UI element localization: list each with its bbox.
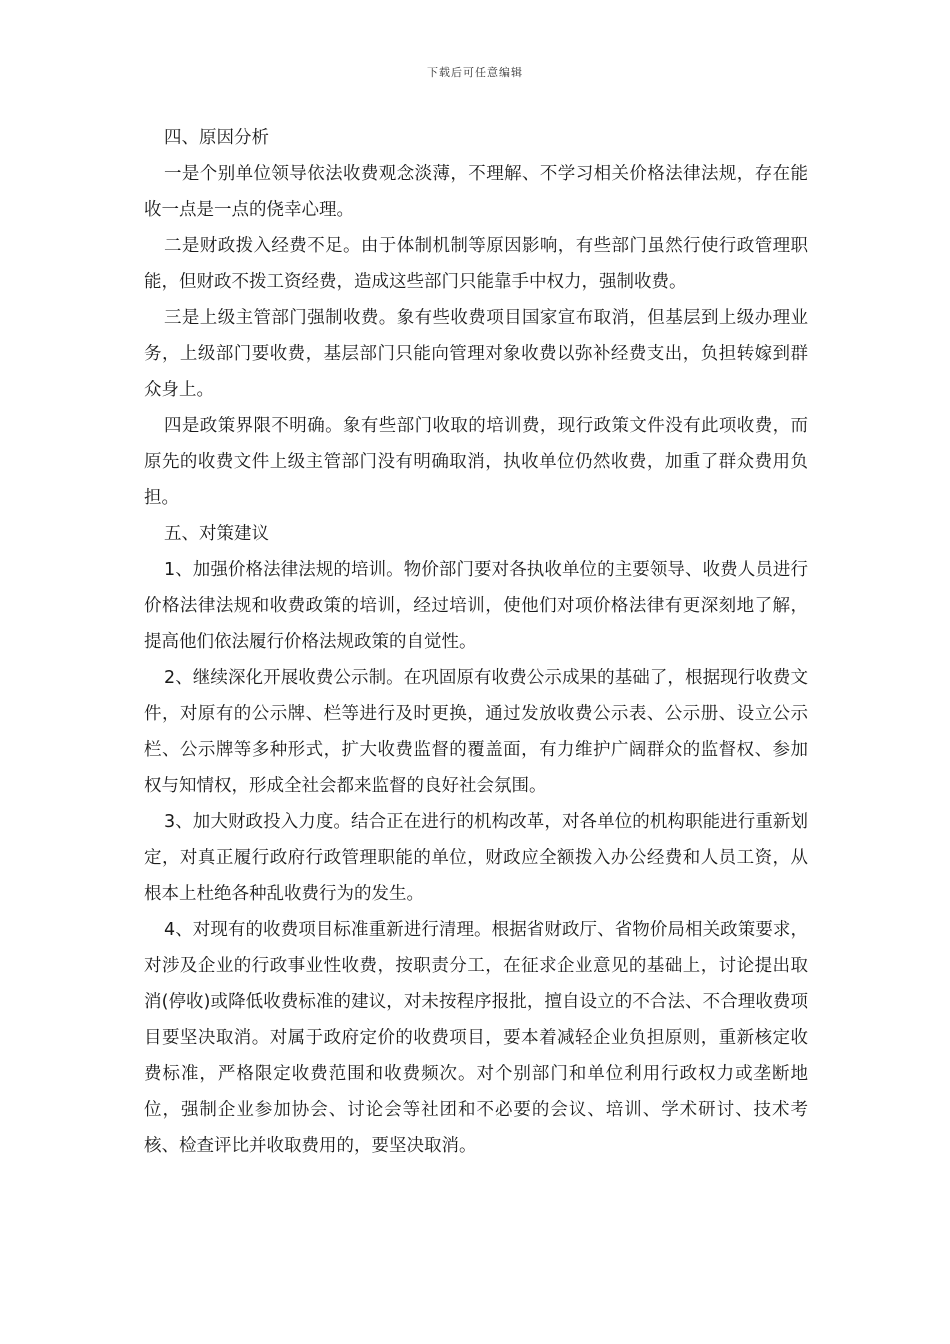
section-heading-recommendations: 五、对策建议 [164,524,269,544]
paragraph-cause-1: 一是个别单位领导依法收费观念淡薄，不理解、不学习相关价格法律法规，存在能收一点是一点的侥幸心理。 [144,164,808,220]
paragraph-cause-3: 三是上级主管部门强制收费。象有些收费项目国家宣布取消，但基层到上级办理业务，上级部门要收费，基层部门只能向管理对象收费以弥补经费支出，负担转嫁到群众身上。 [144,308,808,400]
paragraph-cause-4: 四是政策界限不明确。象有些部门收取的培训费，现行政策文件没有此项收费，而原先的收费文件上级主管部门没有明确取消，执收单位仍然收费，加重了群众费用负担。 [144,416,808,508]
paragraph-recommendation-1: 1、加强价格法律法规的培训。物价部门要对各执收单位的主要领导、收费人员进行价格法律法规和收费政策的培训，经过培训，使他们对项价格法律有更深刻地了解，提高他们依法履行价格法规政策的自觉性。 [144,560,808,652]
paragraph-recommendation-2: 2、继续深化开展收费公示制。在巩固原有收费公示成果的基础了，根据现行收费文件，对原有的公示牌、栏等进行及时更换，通过发放收费公示表、公示册、设立公示栏、公示牌等多种形式，扩大收费监督的覆盖面，有力维护广阔群众的监督权、参加权与知情权，形成全社会都来监督的良好社会氛围。 [144,668,808,796]
paragraph-cause-2: 二是财政拨入经费不足。由于体制机制等原因影响，有些部门虽然行使行政管理职能，但财政不拨工资经费，造成这些部门只能靠手中权力，强制收费。 [144,236,808,292]
paragraph-recommendation-4: 4、对现有的收费项目标准重新进行清理。根据省财政厅、省物价局相关政策要求，对涉及企业的行政事业性收费，按职责分工，在征求企业意见的基础上，讨论提出取消(停收)或降低收费标准的建议，对未按程序报批，擅自设立的不合法、不合理收费项目要坚决取消。对属于政府定价的收费项目，要本着减轻企业负担原则，重新核定收费标准，严格限定收费范围和收费频次。对个别部门和单位利用行政权力或垄断地位，强制企业参加协会、讨论会等社团和不必要的会议、培训、学术研讨、技术考核、检查评比并收取费用的，要坚决取消。 [144,920,808,1156]
document-body [144,120,808,1164]
paragraph-recommendation-3: 3、加大财政投入力度。结合正在进行的机构改革，对各单位的机构职能进行重新划定，对真正履行政府行政管理职能的单位，财政应全额拨入办公经费和人员工资，从根本上杜绝各种乱收费行为的发生。 [144,812,808,904]
section-heading-cause-analysis: 四、原因分析 [164,128,269,148]
page-header: 下载后可任意编辑 [427,66,523,79]
